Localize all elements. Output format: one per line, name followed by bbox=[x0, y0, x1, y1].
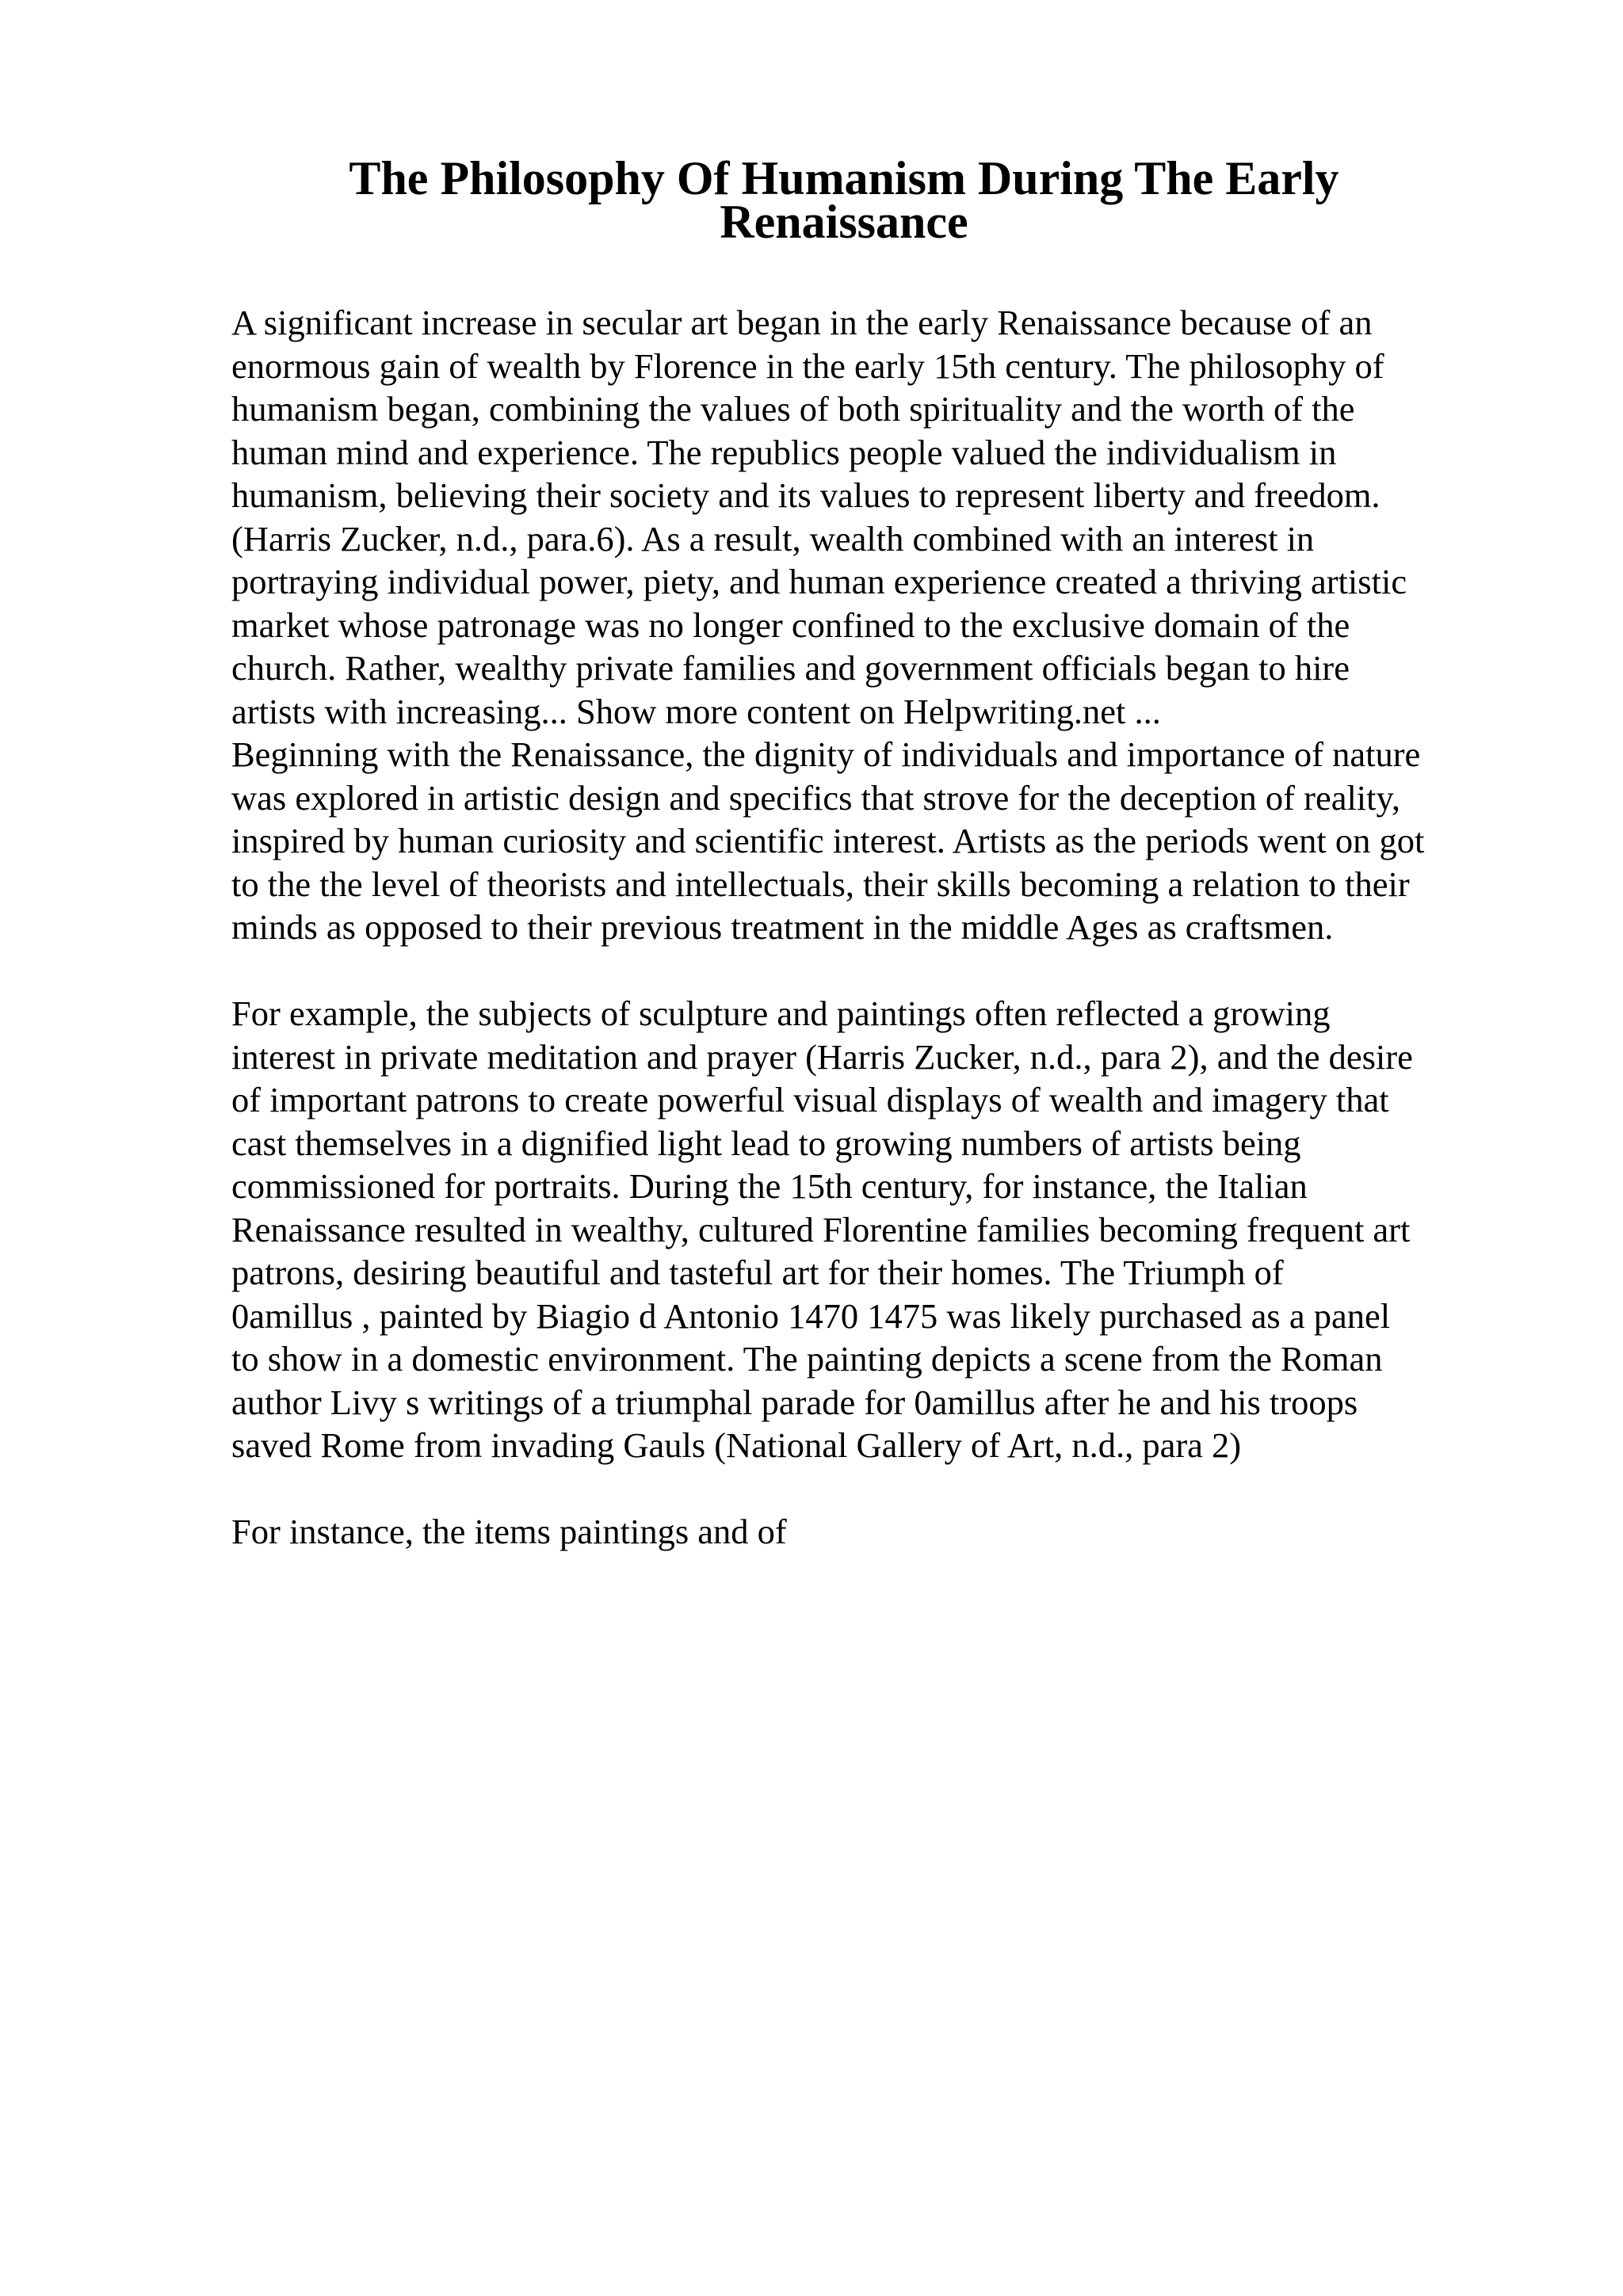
text-line: (Harris Zucker, n.d., para.6). As a result, wealth combined with an interest in bbox=[231, 518, 1315, 559]
text-line: Beginning with the Renaissance, the dignity of individuals and importance of nature bbox=[231, 734, 1421, 774]
paragraph-spacer bbox=[231, 949, 1499, 993]
text-line: cast themselves in a dignified light lead to growing numbers of artists being bbox=[231, 1123, 1301, 1163]
text-line: author Livy s writings of a triumphal parade for 0amillus after he and his troops bbox=[231, 1382, 1358, 1422]
title-line: Renaissance bbox=[720, 195, 968, 248]
text-line: artists with increasing... Show more content on Helpwriting.net ... bbox=[231, 691, 1161, 731]
text-line: commissioned for portraits. During the 15th century, for instance, the Italian bbox=[231, 1166, 1308, 1206]
text-line: human mind and experience. The republics people valued the individualism in bbox=[231, 432, 1337, 472]
text-line: humanism, believing their society and its values to represent liberty and freedom. bbox=[231, 475, 1381, 515]
text-line: patrons, desiring beautiful and tasteful art for their homes. The Triumph of bbox=[231, 1253, 1284, 1292]
text-line: portraying individual power, piety, and human experience created a thriving artistic bbox=[231, 562, 1407, 601]
paragraph-spacer bbox=[231, 1467, 1499, 1511]
document-title bbox=[301, 151, 1387, 248]
text-line: to show in a domestic environment. The painting depicts a scene from the Roman bbox=[231, 1339, 1383, 1379]
paragraph-2 bbox=[231, 733, 1499, 949]
text-line: interest in private meditation and prayer (Harris Zucker, n.d., para 2), and the desire bbox=[231, 1036, 1413, 1077]
text-line: to the the level of theorists and intellectuals, their skills becoming a relation to their bbox=[231, 864, 1410, 904]
text-line: humanism began, combining the values of both spirituality and the worth of the bbox=[231, 389, 1355, 429]
text-line: of important patrons to create powerful visual displays of wealth and imagery that bbox=[231, 1080, 1389, 1119]
text-line: inspired by human curiosity and scientific interest. Artists as the periods went on got bbox=[231, 821, 1425, 860]
text-line: was explored in artistic design and specifics that strove for the deception of reality, bbox=[231, 777, 1401, 818]
text-line: market whose patronage was no longer confined to the exclusive domain of the bbox=[231, 605, 1350, 645]
paragraph-3 bbox=[231, 992, 1499, 1467]
text-line: For example, the subjects of sculpture and paintings often reflected a growing bbox=[231, 994, 1331, 1033]
document-body bbox=[231, 301, 1499, 1554]
text-line: For instance, the items paintings and of bbox=[231, 1512, 787, 1551]
paragraph-4 bbox=[231, 1510, 1499, 1554]
paragraph-1 bbox=[231, 301, 1499, 733]
text-line: saved Rome from invading Gauls (National Gallery of Art, n.d., para 2) bbox=[231, 1425, 1242, 1465]
text-line: Renaissance resulted in wealthy, cultured Florentine families becoming frequent art bbox=[231, 1209, 1411, 1249]
text-line: enormous gain of wealth by Florence in the early 15th century. The philosophy of bbox=[231, 345, 1384, 386]
title-line: The Philosophy Of Humanism During The Early bbox=[349, 152, 1339, 204]
text-line: 0amillus , painted by Biagio d Antonio 1470 1475 was likely purchased as a panel bbox=[231, 1295, 1391, 1336]
text-line: church. Rather, wealthy private families and government officials began to hire bbox=[231, 648, 1350, 688]
text-line: A significant increase in secular art began in the early Renaissance because of an bbox=[231, 303, 1373, 342]
text-line: minds as opposed to their previous treatment in the middle Ages as craftsmen. bbox=[231, 907, 1334, 947]
